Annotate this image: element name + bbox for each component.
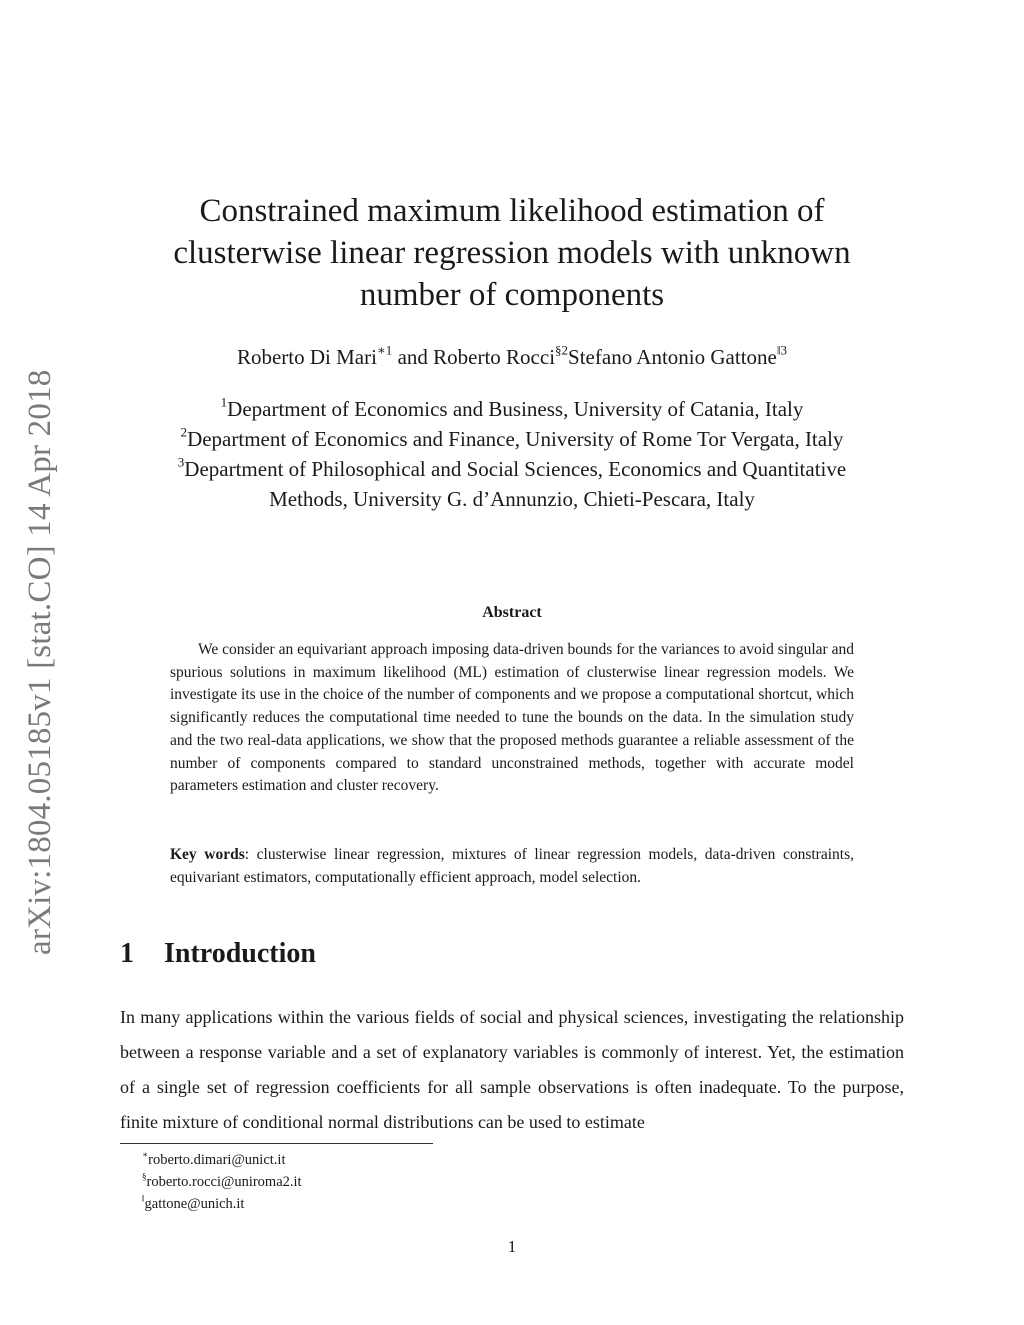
title-line: Constrained maximum likelihood estimation of xyxy=(199,193,825,229)
affiliation-mark: 2 xyxy=(180,424,188,440)
abstract-text: We consider an equivariant approach imposing data-driven bounds for the variances to avoid singular and spurious solutions in maximum likelihood (ML) estimation of clusterwise linear regression models. We investigate its use in the choice of the number of components and we propose a computational shortcut, which significantly reduces the computational time needed to tune the bounds on the data. In the simulation study and the two real-data applications, we show that the proposed methods guarantee a reliable assessment of the number of components compared to standard unconstrained methods, together with accurate model parameters estimation and cluster recovery. xyxy=(170,641,854,795)
author-list xyxy=(120,343,904,371)
abstract-heading: Abstract xyxy=(482,604,542,621)
footnote-mark: § xyxy=(142,1171,147,1182)
footnote xyxy=(142,1171,302,1193)
footnote xyxy=(142,1149,302,1171)
footnote-list xyxy=(142,1149,302,1215)
author-name: Roberto Di Mari xyxy=(236,345,377,369)
affiliation xyxy=(120,424,904,454)
affiliation-text: Department of Philosophical and Social Sciences, Economics and Quantitative xyxy=(184,457,847,481)
section-title: Introduction xyxy=(164,938,316,969)
footnote-email: roberto.rocci@uniroma2.it xyxy=(146,1174,302,1190)
section-heading xyxy=(120,938,316,970)
paper-title xyxy=(120,190,904,316)
arxiv-identifier-stamp: arXiv:1804.05185v1 [stat.CO] 14 Apr 2018 xyxy=(22,369,58,955)
title-line: number of components xyxy=(359,277,665,313)
affiliation xyxy=(120,454,904,484)
author-footnote-mark: §2 xyxy=(555,342,569,358)
affiliation xyxy=(120,394,904,424)
affiliation-mark: 3 xyxy=(177,454,185,470)
keywords xyxy=(170,844,854,889)
title-line: clusterwise linear regression models with unknown xyxy=(173,235,851,271)
author-conjunction: and xyxy=(392,345,434,369)
affiliation-text: Department of Economics and Business, University of Catania, Italy xyxy=(227,397,804,421)
affiliation-continuation: Methods, University G. d’Annunzio, Chieti-Pescara, Italy xyxy=(269,487,755,511)
section-number: 1 xyxy=(120,938,134,969)
affiliation-list xyxy=(120,394,904,514)
footnote-email: roberto.dimari@unict.it xyxy=(148,1152,286,1168)
footnote-rule xyxy=(120,1143,433,1144)
keywords-label: Key words xyxy=(170,846,245,863)
author-footnote-mark: ∗1 xyxy=(376,342,393,358)
page-number: 1 xyxy=(507,1237,517,1256)
footnote-mark: ‖ xyxy=(142,1193,145,1204)
affiliation-text: Department of Economics and Finance, University of Rome Tor Vergata, Italy xyxy=(187,427,844,451)
author-footnote-mark: ‖3 xyxy=(776,342,788,358)
footnote-email: gattone@unich.it xyxy=(144,1196,245,1212)
footnote xyxy=(142,1193,302,1215)
affiliation-mark: 1 xyxy=(220,394,228,410)
author-name: Stefano Antonio Gattone xyxy=(568,345,777,369)
keywords-text: : clusterwise linear regression, mixtures of linear regression models, data-driven constraints, equivariant estimators, computationally efficient approach, model selection. xyxy=(170,846,854,886)
footnote-mark: ∗ xyxy=(142,1149,149,1160)
intro-paragraph: In many applications within the various fields of social and physical sciences, investigating the relationship between a response variable and a set of explanatory variables is commonly of interest. Yet, the estimation of a single set of regression coefficients for all sample observations is often inadequate. To the purpose, finite mixture of conditional normal distributions can be used to estimate xyxy=(120,1007,904,1132)
author-name: Roberto Rocci xyxy=(433,345,556,369)
